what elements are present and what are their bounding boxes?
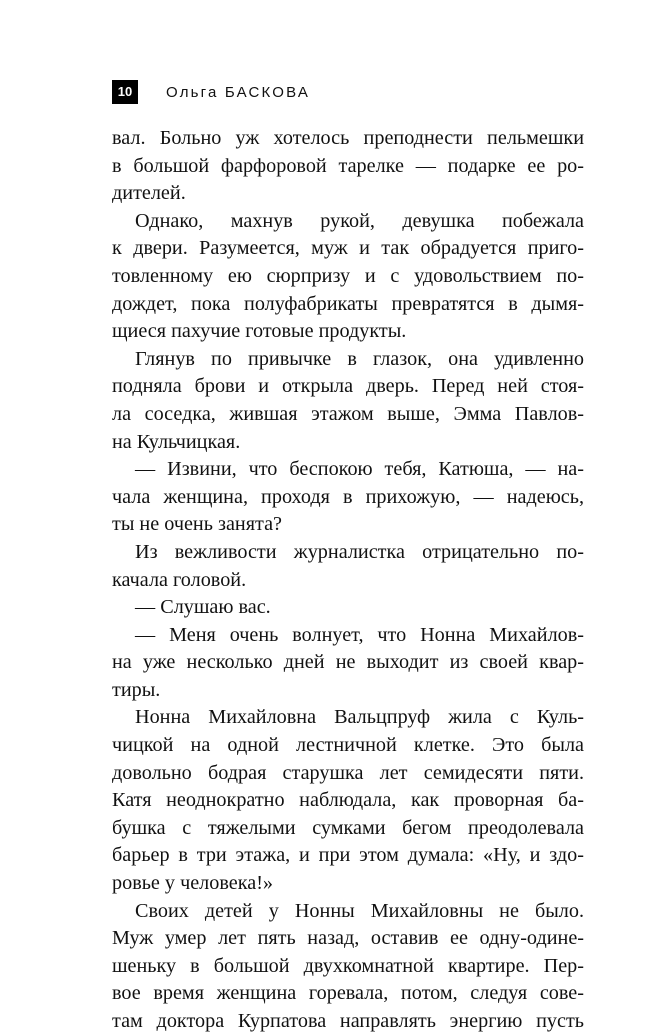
text-line: на Кульчицкая. (112, 430, 241, 453)
text-line: ровье у человека!» (112, 872, 274, 895)
text-line: качала головой. (112, 568, 247, 591)
text-line: бушка с тяжелыми сумками бегом преодолевала (112, 816, 584, 839)
text-line: в большой фарфоровой тарелке — подарке ее ро- (112, 154, 584, 177)
text-line: там доктора Курпатова направлять энергию пусть (112, 1010, 584, 1032)
text-line: Глянув по привычке в глазок, она удивленно (135, 347, 584, 370)
text-line: довольно бодрая старушка лет семидесяти пяти. (112, 761, 584, 784)
text-line: — Извини, что беспокою тебя, Катюша, — на- (135, 458, 584, 481)
text-line: барьер в три этажа, и при этом думала: «Ну, и здо- (112, 844, 584, 867)
text-line: ла соседка, жившая этажом выше, Эмма Павлов- (112, 402, 584, 425)
text-line: вое время женщина горевала, потом, следуя сове- (112, 982, 584, 1005)
text-line: товленному ею сюрпризу и с удовольствием по- (112, 264, 584, 287)
text-line: дителей. (112, 182, 186, 205)
body-text (112, 125, 584, 1036)
text-line: на уже несколько дней не выходит из своей квар- (112, 651, 584, 674)
text-line: шеньку в большой двухкомнатной квартире. Пер- (112, 954, 584, 977)
text-line: Муж умер лет пять назад, оставив ее одну-одине- (112, 927, 584, 950)
text-line: щиеся пахучие готовые продукты. (112, 320, 407, 343)
text-line: ты не очень занята? (112, 513, 282, 536)
text-line: Из вежливости журналистка отрицательно по- (135, 540, 584, 563)
text-line: Катя неоднократно наблюдала, как проворная ба- (112, 789, 584, 812)
text-line: вал. Больно уж хотелось преподнести пельмешки (112, 127, 584, 149)
text-line: — Слушаю вас. (135, 596, 271, 619)
text-line: — Меня очень волнует, что Нонна Михайлов- (135, 623, 584, 646)
text-line: Своих детей у Нонны Михайловны не было. (135, 899, 584, 922)
text-line: Нонна Михайловна Вальцпруф жила с Куль- (135, 706, 584, 729)
text-line: к двери. Разумеется, муж и так обрадуется приго- (112, 237, 584, 260)
page-number: 10 (112, 80, 138, 104)
text-line: чицкой на одной лестничной клетке. Это была (112, 734, 584, 757)
page-header (112, 80, 310, 104)
text-line: Однако, махнув рукой, девушка побежала (135, 209, 584, 232)
text-line: дождет, пока полуфабрикаты превратятся в дымя- (112, 292, 584, 315)
text-line: подняла брови и открыла дверь. Перед ней стоя- (112, 375, 584, 398)
text-line: тиры. (112, 678, 161, 701)
running-head-author: Ольга БАСКОВА (166, 83, 311, 101)
text-line: чала женщина, проходя в прихожую, — надеюсь, (112, 485, 584, 508)
